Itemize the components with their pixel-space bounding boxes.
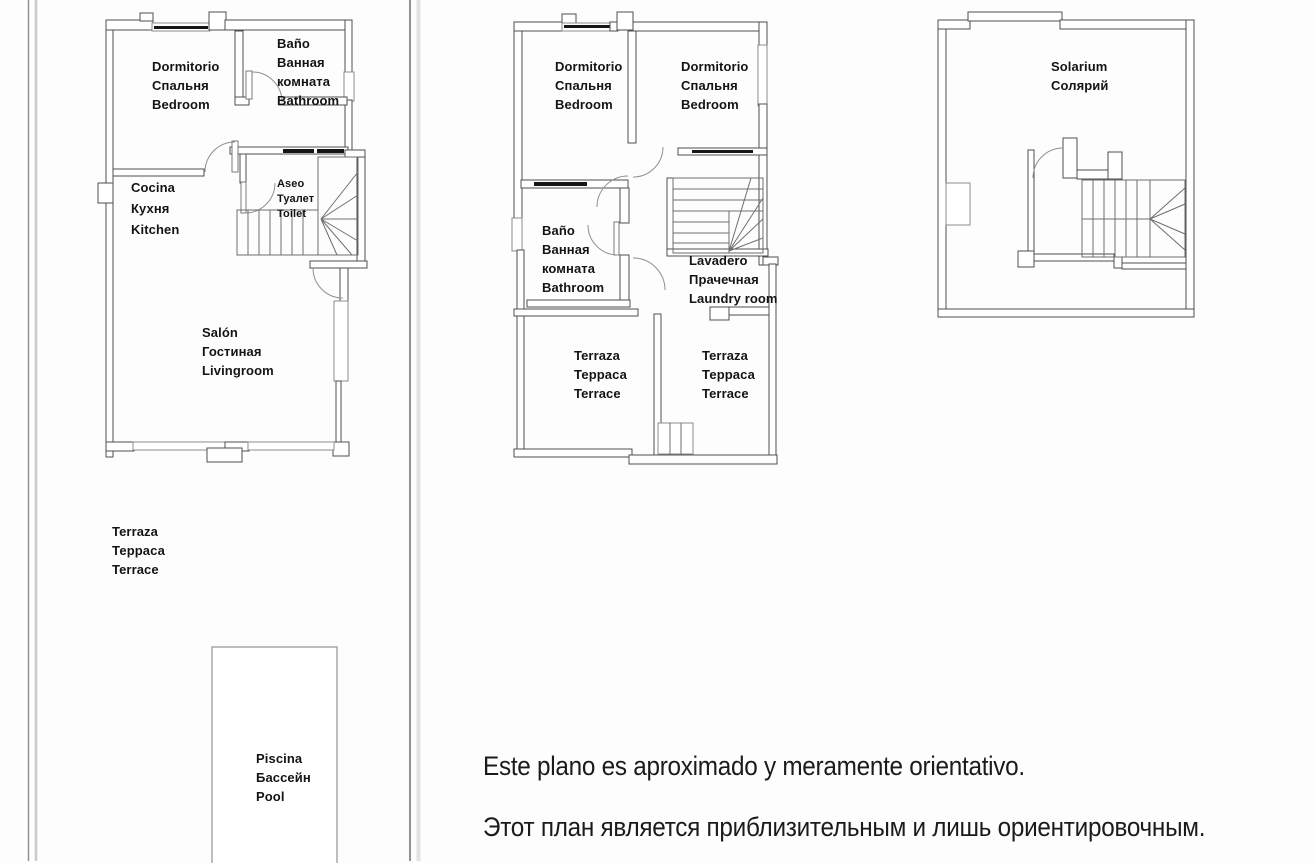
room-label-line: Прачечная <box>689 272 759 287</box>
room-label-line: Lavadero <box>689 253 748 268</box>
room-label-line: Терраса <box>112 543 165 558</box>
room-label-line: Baño <box>542 223 575 238</box>
room-label-bedroom-gf <box>152 57 219 114</box>
room-label-line: Toilet <box>277 208 307 220</box>
room-label-line: Laundry room <box>689 291 778 306</box>
room-label-line: Bedroom <box>152 97 210 112</box>
room-label-line: Гостиная <box>202 344 262 359</box>
room-label-line: Bathroom <box>542 280 605 295</box>
room-label-pool <box>256 749 311 806</box>
room-label-line: Pool <box>256 789 285 804</box>
room-label-line: Бассейн <box>256 770 311 785</box>
room-label-line: Kitchen <box>131 222 180 237</box>
room-label-toilet <box>277 177 314 222</box>
first-floor-stairs <box>673 178 763 253</box>
room-label-line: Dormitorio <box>152 59 220 74</box>
room-label-line: Terrace <box>702 386 749 401</box>
room-label-line: Bedroom <box>681 97 739 112</box>
room-label-terrace-left-ff <box>574 346 627 403</box>
room-label-line: комната <box>277 74 331 89</box>
room-label-line: Solarium <box>1051 59 1108 74</box>
room-label-line: Терраса <box>574 367 627 382</box>
room-label-livingroom <box>202 323 274 380</box>
disclaimer-russian: Этот план является приблизительным и лишь ориентировочным. <box>483 812 1206 842</box>
room-label-line: Ванная <box>542 242 590 257</box>
room-label-line: Спальня <box>681 78 738 93</box>
solarium-doors <box>1033 148 1063 178</box>
room-label-line: комната <box>542 261 596 276</box>
room-label-line: Bathroom <box>277 93 340 108</box>
room-label-line: Terrace <box>574 386 621 401</box>
room-label-bathroom-ff <box>542 221 604 297</box>
room-label-line: Терраса <box>702 367 755 382</box>
room-label-laundry <box>689 251 778 308</box>
disclaimer-spanish: Este plano es aproximado y meramente orientativo. <box>483 751 1025 781</box>
room-label-line: Dormitorio <box>681 59 749 74</box>
room-label-bedroom-right-ff <box>681 57 748 114</box>
room-label-line: Salón <box>202 325 238 340</box>
room-label-line: Ванная <box>277 55 325 70</box>
solarium-stairs <box>1082 180 1185 257</box>
room-label-line: Aseo <box>277 178 305 190</box>
room-label-line: Спальня <box>555 78 612 93</box>
room-label-line: Livingroom <box>202 363 274 378</box>
room-label-line: Туалет <box>277 193 315 205</box>
room-label-terrace-right-ff <box>702 346 755 403</box>
room-label-line: Dormitorio <box>555 59 623 74</box>
room-label-bathroom-gf <box>277 34 339 110</box>
room-label-line: Terraza <box>574 348 620 363</box>
room-label-line: Terrace <box>112 562 159 577</box>
room-label-line: Спальня <box>152 78 209 93</box>
room-label-line: Piscina <box>256 751 303 766</box>
room-label-bedroom-left-ff <box>555 57 622 114</box>
room-label-terrace-gf <box>112 522 165 579</box>
room-label-line: Baño <box>277 36 310 51</box>
room-label-kitchen <box>131 177 179 240</box>
room-label-line: Солярий <box>1051 78 1109 93</box>
room-label-line: Cocina <box>131 180 175 195</box>
room-label-line: Terraza <box>702 348 748 363</box>
room-label-solarium <box>1051 57 1108 95</box>
room-label-line: Terraza <box>112 524 158 539</box>
room-label-line: Кухня <box>131 201 170 216</box>
room-label-line: Bedroom <box>555 97 613 112</box>
